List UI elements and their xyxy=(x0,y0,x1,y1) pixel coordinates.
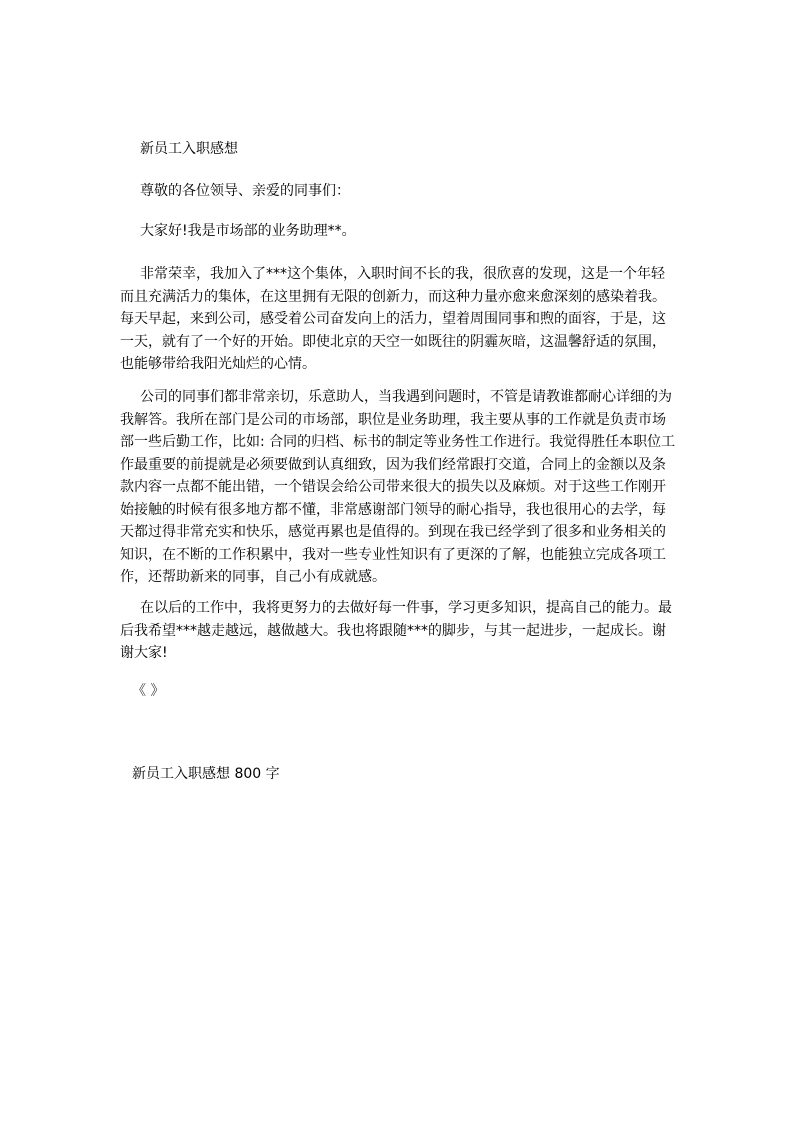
footer-title: 新员工入职感想 800 字 xyxy=(132,766,280,782)
paragraph-3: 在以后的工作中，我将更努力的去做好每一件事，学习更多知识，提高自己的能力。最后我希望***越走越远，越做越大。我也将跟随***的脚步，与其一起进步，一起成长。谢谢大家! xyxy=(120,600,672,661)
document-title: 新员工入职感想 xyxy=(140,141,238,157)
greeting-line: 尊敬的各位领导、亲爱的同事们： xyxy=(140,183,350,199)
book-title-marks: 《 》 xyxy=(132,683,165,699)
intro-line: 大家好!我是市场部的业务助理**。 xyxy=(140,223,356,239)
paragraph-1: 非常荣幸，我加入了***这个集体，入职时间不长的我，很欣喜的发现，这是一个年轻而且充满活力的集体，在这里拥有无限的创新力，而这种力量亦愈来愈深刻的感染着我。每天早起，来到公司，感受着公司奋发向上的活力，望着周围同事和煦的面容，于是，这一天，就有了一个好的开始。即使北京的天空一如既往的阴霾灰暗，这温馨舒适的氛围，也能够带给我阳光灿烂的心情。 xyxy=(120,266,666,372)
paragraph-2: 公司的同事们都非常亲切，乐意助人，当我遇到问题时，不管是请教谁都耐心详细的为我解答。我所在部门是公司的市场部，职位是业务助理，我主要从事的工作就是负责市场部一些后勤工作，比如: 合同的归档、标书的制定等业务性工作进行。我觉得胜任本职位工作最重要的前提就是必须要做到认真细致，因为我们经常跟打交道，合同上的金额以及条款内容一点都不能出错，一个错误会给公司带来很大的损失以及麻烦。对于这些工作刚开始接触的时候有很多地方都不懂，非常感谢部门领导的耐心指导，我也很用心的去学，每天都过得非常充实和快乐，感觉再累也是值得的。到现在我已经学到了很多和业务相关的知识，在不断的工作积累中，我对一些专业性知识有了更深的了解，也能独立完成各项工作，还帮助新来的同事，自己小有成就感。 xyxy=(120,389,676,585)
